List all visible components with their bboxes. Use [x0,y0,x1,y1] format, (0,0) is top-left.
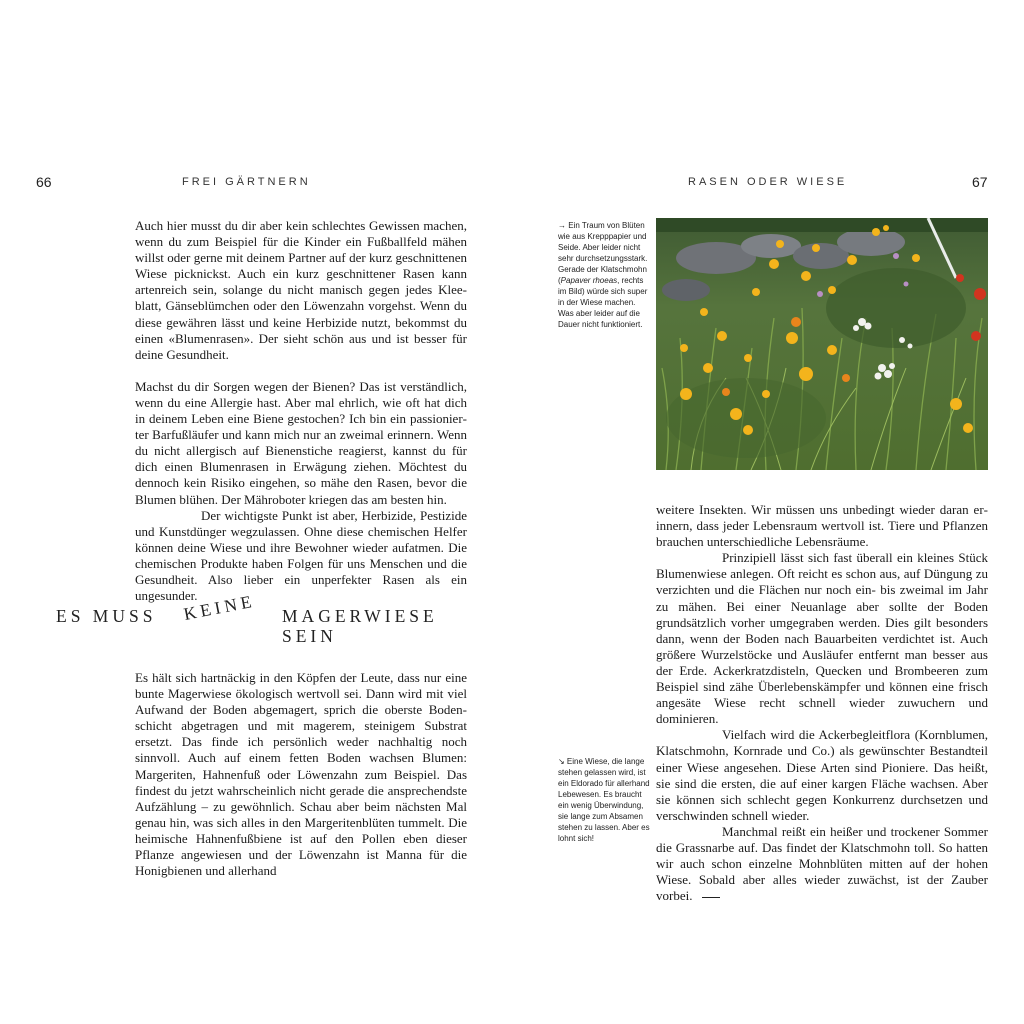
heading-part: SEIN [282,626,337,646]
heading-part-tilted: KEINE [181,590,257,625]
running-head-left: FREI GÄRTNERN [182,176,311,188]
paragraph: Machst du dir Sorgen wegen der Bienen? Das ist verständlich, wenn du eine Allergie hast. Aber mal ehrlich, wie oft hat dich in deinem Leben eine Biene gestochen? Ich bin ein passionierter Barfußläufer und kann mich nur an zweimal erinnern. Wenn du nicht allergisch auf Bienenstiche reagierst, kannst du für dich einen Blumenrasen in Erwägung ziehen. Möchtest du dennoch kein Risiko eingehen, so mähe den Rasen, bevor die Blumen blühen. Der Mähroboter kriegen das am besten hin. [135,378,467,507]
left-text-top [135,218,467,604]
left-text-bottom [135,670,467,879]
end-mark [702,897,720,898]
caption-text: , rechts im Bild) würde sich super in der Wiese machen. Was aber leider auf die Dauer nicht funktioniert. [558,276,648,329]
heading-part: ES MUSS [56,606,157,626]
running-head-right: RASEN ODER WIESE [688,176,848,188]
caption-italic: Papaver rhoeas [560,276,618,285]
paragraph-last [656,824,988,904]
paragraph-text: Manchmal reißt ein heißer und trockener Sommer die Grassnarbe auf. Das findet der Klatschmohn toll. So hatten wir auch schon einzelne Mohnblüten mitten auf der hohen Wiese. Sobald aber alles wieder zuwächst, ist der Zauber vorbei. [656,823,988,904]
heading-part: MAGERWIESE [282,606,438,626]
wildflower-meadow-photo [656,218,988,470]
right-text [656,502,988,904]
paragraph: Auch hier musst du dir aber kein schlechtes Gewissen machen, wenn du zum Beispiel für die Kinder ein Fußballfeld mähen willst oder gerne mit deinem Partner auf der kurz geschnittenen Wiese picknickst. Auch ein kurz geschnittener Rasen kann artenreich sein, solange du nicht manisch gegen jedes Kleeblatt, Gänseblümchen oder den Löwenzahn vorgehst. Wenn du diese gewähren lässt und keine Herbizide nutzt, bekommst du einen «Blumenrasen». Der sieht schön aus und ist besser für deine Gesundheit. [135,218,467,362]
paragraph: Vielfach wird die Ackerbegleitflora (Kornblumen, Klatschmohn, Kornrade und Co.) als gewünschter Bestandteil einer Wiese angesehen. Diese Arten sind Pioniere. Das heißt, sie sind die ersten, die auf einer kargen Fläche wachsen. Aber sie können sich schlecht gegen Konkurrenz durchsetzen und verschwinden schnell wieder. [656,727,988,823]
paragraph: Prinzipiell lässt sich fast überall ein kleines Stück Blumenwiese anlegen. Oft reicht es schon aus, auf Düngung zu verzichten und die Flächen nur noch ein- bis zweimal im Jahr zu mähen. Bei einer Neuanlage aber sollte der Boden grundsätzlich vorher umgegraben werden. Dies gilt besonders dann, wenn der Boden nach Bauarbeiten verdichtet ist. Auch größere Wurzelstöcke und Ausläufer entfernt man besser aus der Erde. Ackerkratzdisteln, Quecken und Brombeeren zum Beispiel sind zähe Überlebenskämpfer und können eine frisch angesäte Wiese recht schnell wieder zuwuchern und dominieren. [656,550,988,727]
caption-bottom: ↘ Eine Wiese, die lange stehen gelassen wird, ist ein Eldorado für allerhand Lebewesen. Es braucht ein wenig Überwindung, sie lange zum Absamen stehen zu lassen. Aber es lohnt sich! [558,757,650,843]
caption-text: → Ein Traum von Blüten wie aus Krepppapier und Seide. Aber leider nicht sehr durchsetzungsstark. Gerade der Klatschmohn ( [558,221,648,285]
paragraph: Es hält sich hartnäckig in den Köpfen der Leute, dass nur eine bunte Magerwiese ökologisch wertvoll sei. Dann wird mit viel Aufwand der Boden abgemagert, sprich die oberste Bodenschicht abgetragen und mit magerem, steinigem Substrat ersetzt. Das finde ich persönlich weder nachhaltig noch sinnvoll. Auch auf einem fetten Boden wachsen Blumen: Margeriten, Hahnenfuß oder Löwenzahn zum Beispiel. Das findest du jetzt wahrscheinlich nicht gerade die ansprechendste Aufzählung – zu gewöhnlich. Schau aber beim nächsten Mal genau hin, was sich alles in den Margeritenblüten tummelt. Die heimische Hahnenfußbiene ist auf den Pollen eben dieser Pflanze angewiesen und der Löwenzahn ist Manna für die Honigbienen und allerhand [135,670,467,879]
paragraph: Der wichtigste Punkt ist aber, Herbizide, Pestizide und Kunstdünger wegzulassen. Ohne diese chemischen Helfer können deine Wiese und ihre Bewohner wieder aufatmen. Die chemischen Produkte haben Folgen für uns Menschen und die Gesundheit. Also lieber ein unperfekter Rasen als ein ungesunder. [135,507,467,604]
caption-top [558,220,650,330]
page-number-left: 66 [36,174,52,190]
paragraph: weitere Insekten. Wir müssen uns unbedingt wieder daran erinnern, dass jeder Lebensraum wertvoll ist. Tiere und Pflanzen brauchen unterschiedliche Lebensräume. [656,502,988,550]
page-number-right: 67 [972,174,988,190]
